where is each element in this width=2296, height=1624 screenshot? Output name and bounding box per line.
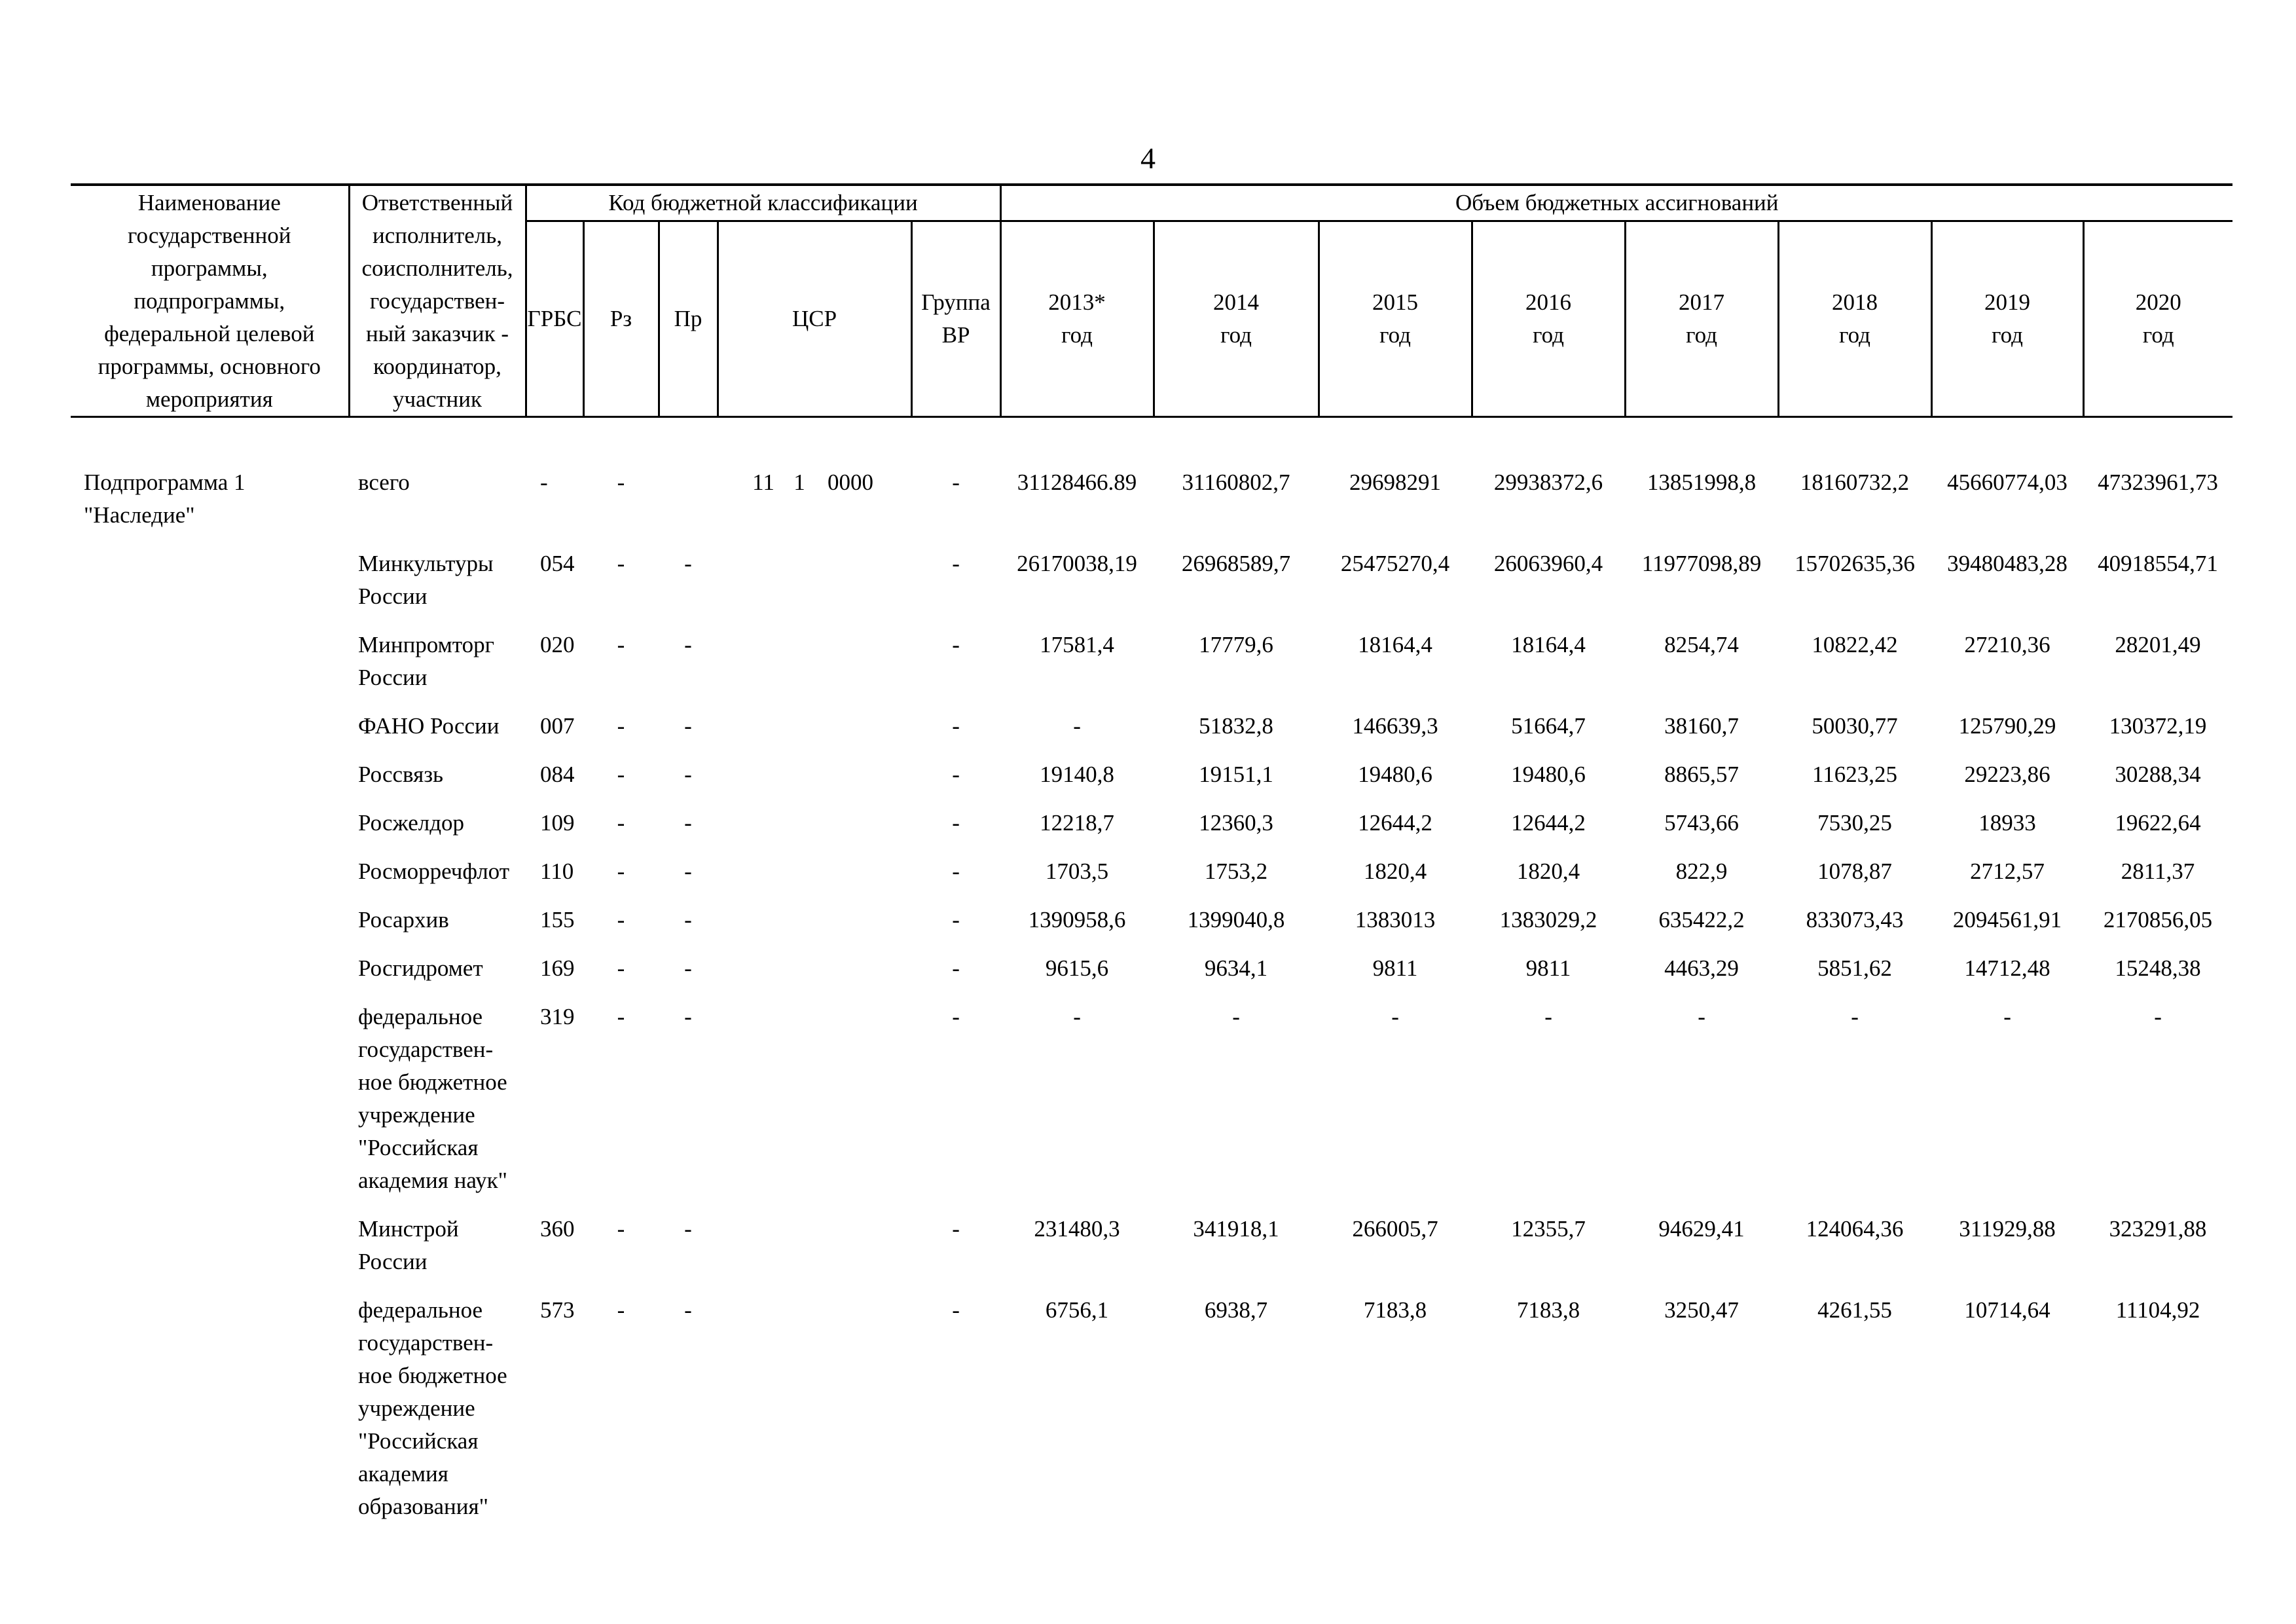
pr-cell: - [684, 955, 692, 981]
value-cell-2019: 18933 [1978, 810, 2036, 836]
responsible-cell: федеральное государствен-ное бюджетное учреждение "Российская академия образования" [358, 1297, 507, 1519]
responsible-cell: Россвязь [358, 762, 443, 787]
vr-cell: - [952, 713, 960, 739]
table-row [71, 1205, 2232, 1286]
value-cell-2013: 1390958,6 [1028, 907, 1126, 932]
value-cell-2019: 39480483,28 [1947, 551, 2068, 576]
table-body [71, 417, 2232, 1532]
value-cell-2013: 231480,3 [1034, 1216, 1120, 1242]
value-cell-2018: 5851,62 [1817, 955, 1892, 981]
value-cell-2017: 8254,74 [1664, 632, 1739, 657]
pr-cell: - [684, 1297, 692, 1323]
table-row [71, 621, 2232, 702]
value-cell-2018: - [1851, 1004, 1859, 1029]
header-year-6 [1931, 221, 2083, 417]
grbs-cell: 109 [540, 810, 575, 836]
value-cell-2015: 29698291 [1349, 470, 1442, 495]
value-cell-2013: 19140,8 [1040, 762, 1114, 787]
vr-cell: - [952, 470, 960, 495]
rz-cell: - [617, 1216, 625, 1242]
program-name-cell [71, 799, 349, 847]
value-cell-2014: 19151,1 [1199, 762, 1273, 787]
budget-table [71, 183, 2232, 1531]
header-program-name: Наименование государственной программы, подпрограммы, федеральной целевой программы, основного мероприятия [71, 185, 349, 417]
header-year-unit: год [1992, 322, 2023, 348]
value-cell-2014: 6938,7 [1204, 1297, 1268, 1323]
value-cell-2020: 47323961,73 [2098, 470, 2218, 495]
value-cell-2019: 45660774,03 [1947, 470, 2068, 495]
value-cell-2013: - [1073, 713, 1081, 739]
value-cell-2018: 10822,42 [1812, 632, 1898, 657]
value-cell-2020: 30288,34 [2115, 762, 2201, 787]
value-cell-2018: 50030,77 [1812, 713, 1898, 739]
value-cell-2017: 4463,29 [1664, 955, 1739, 981]
csr-cell [718, 621, 911, 702]
value-cell-2020: 323291,88 [2109, 1216, 2207, 1242]
value-cell-2013: 26170038,19 [1017, 551, 1137, 576]
table-row [71, 993, 2232, 1205]
value-cell-2016: 29938372,6 [1493, 470, 1603, 495]
value-cell-2018: 833073,43 [1806, 907, 1904, 932]
value-cell-2014: 51832,8 [1199, 713, 1273, 739]
value-cell-2020: 40918554,71 [2098, 551, 2218, 576]
pr-cell [659, 458, 718, 540]
value-cell-2020: 28201,49 [2115, 632, 2201, 657]
header-year-2 [1319, 221, 1472, 417]
value-cell-2020: - [2154, 1004, 2162, 1029]
header-year-4 [1625, 221, 1778, 417]
grbs-cell: 110 [540, 858, 574, 884]
value-cell-2013: 31128466.89 [1017, 470, 1137, 495]
value-cell-2019: 10714,64 [1964, 1297, 2050, 1323]
value-cell-2015: 25475270,4 [1340, 551, 1450, 576]
rz-cell: - [617, 810, 625, 836]
value-cell-2013: - [1073, 1004, 1081, 1029]
pr-cell: - [684, 1216, 692, 1242]
responsible-cell: Росжелдор [358, 810, 465, 836]
value-cell-2015: 1383013 [1355, 907, 1436, 932]
grbs-cell: 319 [540, 1004, 575, 1029]
value-cell-2013: 1703,5 [1045, 858, 1109, 884]
value-cell-2020: 2170856,05 [2103, 907, 2213, 932]
header-year-label: 2016 [1525, 289, 1572, 315]
responsible-cell: Минстрой России [358, 1216, 459, 1274]
vr-cell: - [952, 632, 960, 657]
responsible-cell: всего [358, 470, 410, 495]
spacer-row [71, 417, 2232, 459]
program-name-cell [71, 540, 349, 621]
header-year-unit: год [1686, 322, 1717, 348]
grbs-cell: 169 [540, 955, 575, 981]
header-year-label: 2018 [1832, 289, 1878, 315]
value-cell-2015: 9811 [1372, 955, 1418, 981]
header-year-unit: год [2142, 322, 2174, 348]
value-cell-2019: 311929,88 [1959, 1216, 2056, 1242]
value-cell-2016: 26063960,4 [1493, 551, 1603, 576]
vr-cell: - [952, 1297, 960, 1323]
header-year-unit: год [1839, 322, 1870, 348]
value-cell-2016: 7183,8 [1516, 1297, 1580, 1323]
program-name-cell [71, 750, 349, 799]
value-cell-2020: 11104,92 [2115, 1297, 2200, 1323]
program-name-cell [71, 1205, 349, 1286]
value-cell-2016: 1383029,2 [1499, 907, 1597, 932]
value-cell-2013: 6756,1 [1045, 1297, 1109, 1323]
value-cell-2015: - [1391, 1004, 1399, 1029]
value-cell-2016: 9811 [1525, 955, 1571, 981]
table-row [71, 702, 2232, 750]
vr-cell: - [952, 907, 960, 932]
value-cell-2018: 124064,36 [1806, 1216, 1904, 1242]
value-cell-2016: 12644,2 [1511, 810, 1586, 836]
value-cell-2014: 9634,1 [1204, 955, 1268, 981]
grbs-cell: 054 [540, 551, 575, 576]
value-cell-2018: 1078,87 [1817, 858, 1892, 884]
pr-cell: - [684, 632, 692, 657]
value-cell-2017: 3250,47 [1664, 1297, 1739, 1323]
value-cell-2017: 635422,2 [1658, 907, 1745, 932]
program-name-cell: Подпрограмма 1 "Наследие" [84, 470, 246, 528]
pr-cell: - [684, 1004, 692, 1029]
value-cell-2019: 14712,48 [1964, 955, 2050, 981]
value-cell-2015: 7183,8 [1363, 1297, 1427, 1323]
value-cell-2018: 7530,25 [1817, 810, 1892, 836]
table-row [71, 540, 2232, 621]
vr-cell: - [952, 762, 960, 787]
header-vr: Группа ВР [911, 221, 1000, 417]
responsible-cell: Росморречфлот [358, 858, 510, 884]
value-cell-2014: 17779,6 [1199, 632, 1273, 657]
program-name-cell [71, 944, 349, 993]
value-cell-2016: - [1544, 1004, 1552, 1029]
header-year-label: 2019 [1984, 289, 2031, 315]
value-cell-2017: 8865,57 [1664, 762, 1739, 787]
header-csr: ЦСР [718, 221, 911, 417]
program-name-cell [71, 702, 349, 750]
header-year-0 [1000, 221, 1154, 417]
header-rz: Рз [583, 221, 659, 417]
value-cell-2018: 15702635,36 [1795, 551, 1915, 576]
rz-cell: - [617, 551, 625, 576]
value-cell-2019: 27210,36 [1964, 632, 2050, 657]
program-name-cell [71, 896, 349, 944]
value-cell-2020: 15248,38 [2115, 955, 2201, 981]
vr-cell: - [952, 955, 960, 981]
table-row [71, 799, 2232, 847]
table-header [71, 185, 2232, 417]
pr-cell: - [684, 858, 692, 884]
pr-cell: - [684, 713, 692, 739]
table-row [71, 1286, 2232, 1531]
rz-cell: - [617, 713, 625, 739]
responsible-cell: Минкультуры России [358, 551, 494, 609]
value-cell-2015: 146639,3 [1352, 713, 1438, 739]
responsible-cell: Минпромторг России [358, 632, 494, 690]
header-year-label: 2020 [2135, 289, 2181, 315]
csr-part: 0000 [828, 470, 873, 495]
table-row [71, 896, 2232, 944]
header-year-unit: год [1533, 322, 1564, 348]
value-cell-2020: 130372,19 [2109, 713, 2207, 739]
value-cell-2016: 18164,4 [1511, 632, 1586, 657]
grbs-cell: 360 [540, 1216, 575, 1242]
rz-cell: - [617, 762, 625, 787]
csr-cell [718, 540, 911, 621]
value-cell-2017: 11977098,89 [1641, 551, 1762, 576]
header-responsible: Ответственный исполнитель, соисполнитель, государствен-ный заказчик - координатор, участник [349, 185, 526, 417]
grbs-cell: 573 [540, 1297, 575, 1323]
value-cell-2018: 11623,25 [1812, 762, 1897, 787]
value-cell-2019: 125790,29 [1958, 713, 2056, 739]
header-year-label: 2014 [1213, 289, 1260, 315]
value-cell-2019: 29223,86 [1964, 762, 2050, 787]
value-cell-2015: 1820,4 [1363, 858, 1427, 884]
header-year-7 [2083, 221, 2232, 417]
csr-cell [718, 1286, 911, 1531]
value-cell-2014: 12360,3 [1199, 810, 1273, 836]
header-year-unit: год [1379, 322, 1411, 348]
grbs-cell: 007 [540, 713, 575, 739]
value-cell-2014: 1399040,8 [1187, 907, 1285, 932]
csr-cell [718, 750, 911, 799]
pr-cell: - [684, 907, 692, 932]
grbs-cell: 084 [540, 762, 575, 787]
value-cell-2015: 266005,7 [1352, 1216, 1438, 1242]
header-year-unit: год [1061, 322, 1093, 348]
header-year-5 [1778, 221, 1931, 417]
csr-cell [718, 896, 911, 944]
csr-part: 1 [793, 470, 805, 495]
vr-cell: - [952, 810, 960, 836]
value-cell-2020: 19622,64 [2115, 810, 2201, 836]
vr-cell: - [952, 551, 960, 576]
grbs-cell: 020 [540, 632, 575, 657]
value-cell-2017: - [1698, 1004, 1705, 1029]
pr-cell: - [684, 551, 692, 576]
header-budget-volume-group: Объем бюджетных ассигнований [1000, 185, 2232, 221]
header-year-label: 2013* [1048, 289, 1106, 315]
program-name-cell [71, 1286, 349, 1531]
value-cell-2014: 1753,2 [1204, 858, 1268, 884]
header-year-unit: год [1220, 322, 1252, 348]
header-year-label: 2017 [1679, 289, 1725, 315]
header-budget-code-group: Код бюджетной классификации [526, 185, 1000, 221]
vr-cell: - [952, 1216, 960, 1242]
header-pr: Пр [659, 221, 718, 417]
header-year-3 [1472, 221, 1625, 417]
responsible-cell: федеральное государствен-ное бюджетное учреждение "Российская академия наук" [358, 1004, 507, 1193]
value-cell-2018: 4261,55 [1817, 1297, 1892, 1323]
pr-cell: - [684, 762, 692, 787]
value-cell-2017: 5743,66 [1664, 810, 1739, 836]
csr-cell [718, 847, 911, 896]
table-row [71, 847, 2232, 896]
value-cell-2014: 31160802,7 [1182, 470, 1290, 495]
csr-cell [718, 1205, 911, 1286]
pr-cell: - [684, 810, 692, 836]
value-cell-2014: - [1232, 1004, 1240, 1029]
csr-cell [718, 799, 911, 847]
header-grbs: ГРБС [526, 221, 583, 417]
value-cell-2013: 9615,6 [1045, 955, 1109, 981]
value-cell-2015: 18164,4 [1358, 632, 1432, 657]
value-cell-2017: 822,9 [1675, 858, 1728, 884]
vr-cell: - [952, 1004, 960, 1029]
rz-cell: - [617, 1297, 625, 1323]
table-row [71, 458, 2232, 540]
value-cell-2015: 19480,6 [1358, 762, 1432, 787]
csr-cell [718, 944, 911, 993]
program-name-cell [71, 993, 349, 1205]
value-cell-2017: 13851998,8 [1647, 470, 1757, 495]
value-cell-2016: 12355,7 [1511, 1216, 1586, 1242]
value-cell-2015: 12644,2 [1358, 810, 1432, 836]
value-cell-2016: 1820,4 [1516, 858, 1580, 884]
csr-cell [718, 702, 911, 750]
header-year-label: 2015 [1372, 289, 1419, 315]
value-cell-2013: 17581,4 [1040, 632, 1114, 657]
vr-cell: - [952, 858, 960, 884]
grbs-cell: - [540, 470, 548, 495]
table-row [71, 944, 2232, 993]
program-name-cell [71, 847, 349, 896]
program-name-cell [71, 621, 349, 702]
responsible-cell: ФАНО России [358, 713, 500, 739]
table-row [71, 750, 2232, 799]
value-cell-2019: 2094561,91 [1952, 907, 2062, 932]
value-cell-2018: 18160732,2 [1800, 470, 1910, 495]
csr-cell [718, 993, 911, 1205]
value-cell-2017: 38160,7 [1664, 713, 1739, 739]
value-cell-2020: 2811,37 [2121, 858, 2195, 884]
rz-cell: - [617, 955, 625, 981]
rz-cell: - [617, 907, 625, 932]
rz-cell: - [617, 470, 625, 495]
value-cell-2016: 51664,7 [1511, 713, 1586, 739]
value-cell-2019: 2712,57 [1970, 858, 2045, 884]
csr-part: 11 [752, 470, 774, 495]
rz-cell: - [617, 632, 625, 657]
csr-cell [718, 458, 911, 540]
value-cell-2014: 26968589,7 [1181, 551, 1291, 576]
value-cell-2016: 19480,6 [1511, 762, 1586, 787]
value-cell-2013: 12218,7 [1040, 810, 1114, 836]
grbs-cell: 155 [540, 907, 575, 932]
value-cell-2014: 341918,1 [1193, 1216, 1279, 1242]
rz-cell: - [617, 858, 625, 884]
header-year-1 [1154, 221, 1319, 417]
responsible-cell: Росархив [358, 907, 449, 932]
value-cell-2019: - [2003, 1004, 2011, 1029]
page-number: 4 [1140, 141, 1156, 175]
responsible-cell: Росгидромет [358, 955, 483, 981]
value-cell-2017: 94629,41 [1658, 1216, 1745, 1242]
rz-cell: - [617, 1004, 625, 1029]
